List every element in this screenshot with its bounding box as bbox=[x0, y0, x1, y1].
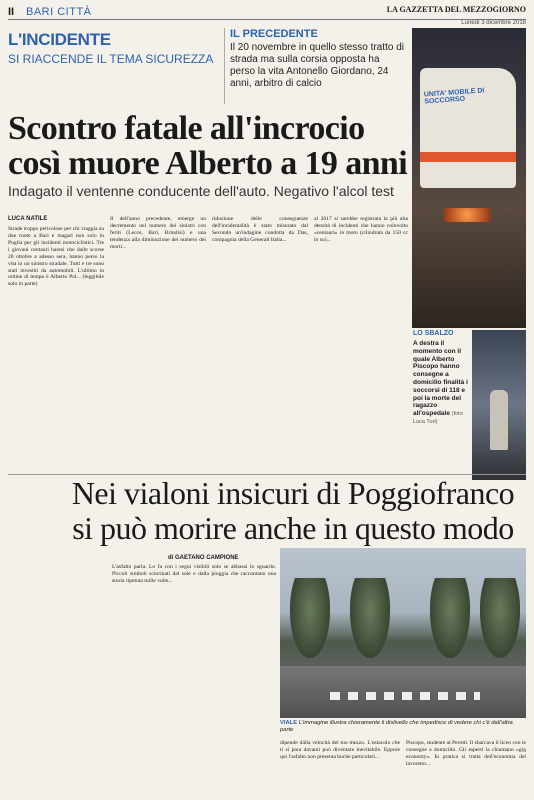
section-name: BARI CITTÀ bbox=[26, 6, 92, 18]
article1-col1: Strade troppo pericolose per chi viaggia su due ruote a Bari e magari non solo in Puglia per gli incidenti motociclistici. Tre i giovani centauri baresi che dalle scorse 20 ottobre a adesso sera, hanno perso la vita in un sinistro stradale. Tutti e tre sono stati investiti da automobili. L'ultimo in ordine di tempo è Alberto Pol... (leggibile solo in parte) bbox=[8, 226, 104, 288]
article2-col1: L'asfalto parla. Lo fa con i segni visibili solo se abbassi lo sguardo. Piccoli simboli sciorinati dal sole e dalla pioggia che raccontano una storia ripetuta mille volte... bbox=[112, 564, 276, 584]
tree-shape bbox=[290, 578, 330, 658]
byline-article1: LUCA NATILE bbox=[8, 216, 48, 222]
article1-col3: riduzione delle conseguenze dell'incidentalità è stato misurato dal Secondo un'indagine condotta da Das, compagnia della Generali Italia... bbox=[212, 216, 308, 243]
headline2-line-2: si può morire anche in questo modo bbox=[72, 509, 514, 546]
tree-shape bbox=[430, 578, 470, 658]
photo-caption bbox=[280, 720, 526, 734]
lo-sbalzo-text bbox=[413, 340, 469, 426]
headline2-line-1: Nei vialoni insicuri di Poggiofranco bbox=[71, 475, 515, 511]
tree-shape bbox=[480, 578, 520, 658]
van-text: UNITA' MOBILE DI SOCCORSO bbox=[423, 87, 485, 106]
headline-line-1: Scontro fatale all'incrocio bbox=[8, 110, 365, 147]
article2-col2: dipende dalla velocità del tuo mezzo. L'ostacolo che ti si para davanti può diventare inevitabile. Eppure qui l'asfalto non presenta buche particolari... bbox=[280, 740, 400, 760]
caption-text: L'immagine illustra chiaramente il dislivello che impedisce di vedere chi c'è dall'altra parte bbox=[280, 720, 513, 733]
emergency-light bbox=[432, 208, 502, 222]
rescue-photo bbox=[472, 330, 526, 480]
newspaper-name: LA GAZZETTA DEL MEZZOGIORNO bbox=[386, 5, 526, 14]
photo-credit: (foto Luca Turi) bbox=[413, 411, 463, 425]
article1-col2: Il dell'anno precedente, emerge un decremento nel numero dei sinistri con feriti (Lecce, Bari, Brindisi) e una tendenza alla diminuzione del numero dei morti... bbox=[110, 216, 206, 250]
headline-line-2: così muore Alberto a 19 anni bbox=[8, 144, 408, 182]
person-figure bbox=[490, 390, 508, 450]
tree-shape bbox=[350, 578, 390, 658]
ambulance-stripe bbox=[420, 152, 516, 162]
page-number: II bbox=[8, 6, 15, 18]
precedente-text: Il 20 novembre in quello stesso tratto di strada ma sulla corsia opposta ha perso la vita Antonello Giordano, 24 anni, arbitro di calcio bbox=[230, 42, 404, 89]
lo-sbalzo-title: LO SBALZO bbox=[413, 330, 454, 337]
lo-sbalzo-body: A destra il momento con il quale Alberto Piscopo hanno consegne a domicilio finalità i soccorsi di 118 e poi la morte del ragazzo all'ospedale bbox=[413, 340, 468, 418]
kicker-subtitle: SI RIACCENDE IL TEMA SICUREZZA bbox=[8, 52, 214, 66]
issue-date: Lunedì 3 dicembre 2018 bbox=[461, 20, 526, 26]
divider bbox=[224, 28, 225, 104]
caption-label: VIALE bbox=[280, 720, 298, 726]
kicker-title: L'INCIDENTE bbox=[8, 30, 111, 49]
crosswalk-stripes bbox=[330, 692, 480, 700]
street-photo bbox=[280, 548, 526, 718]
precedente-title: IL PRECEDENTE bbox=[230, 28, 318, 40]
headline-second bbox=[60, 476, 526, 545]
headline-main bbox=[8, 112, 408, 181]
masthead bbox=[8, 6, 526, 20]
article2-col3: Piscopo, studente al Perotti. Il sbarcava il liceo con le consegne a domicilio. Gli esperti la chiamano «gig economy». In pratica si tratta dell'economia del lavoretto... bbox=[406, 740, 526, 767]
article1-col4: al 2017 si sarebbe registrata la più alta densità di incidenti che hanno coinvolto «centauri» in moto (cilindrata da 150 cc in su)... bbox=[314, 216, 408, 243]
byline-article2: di GAETANO CAMPIONE bbox=[168, 555, 239, 561]
subhead: Indagato il ventenne conducente dell'auto. Negativo l'alcol test bbox=[8, 183, 394, 199]
ambulance-photo bbox=[412, 28, 526, 328]
